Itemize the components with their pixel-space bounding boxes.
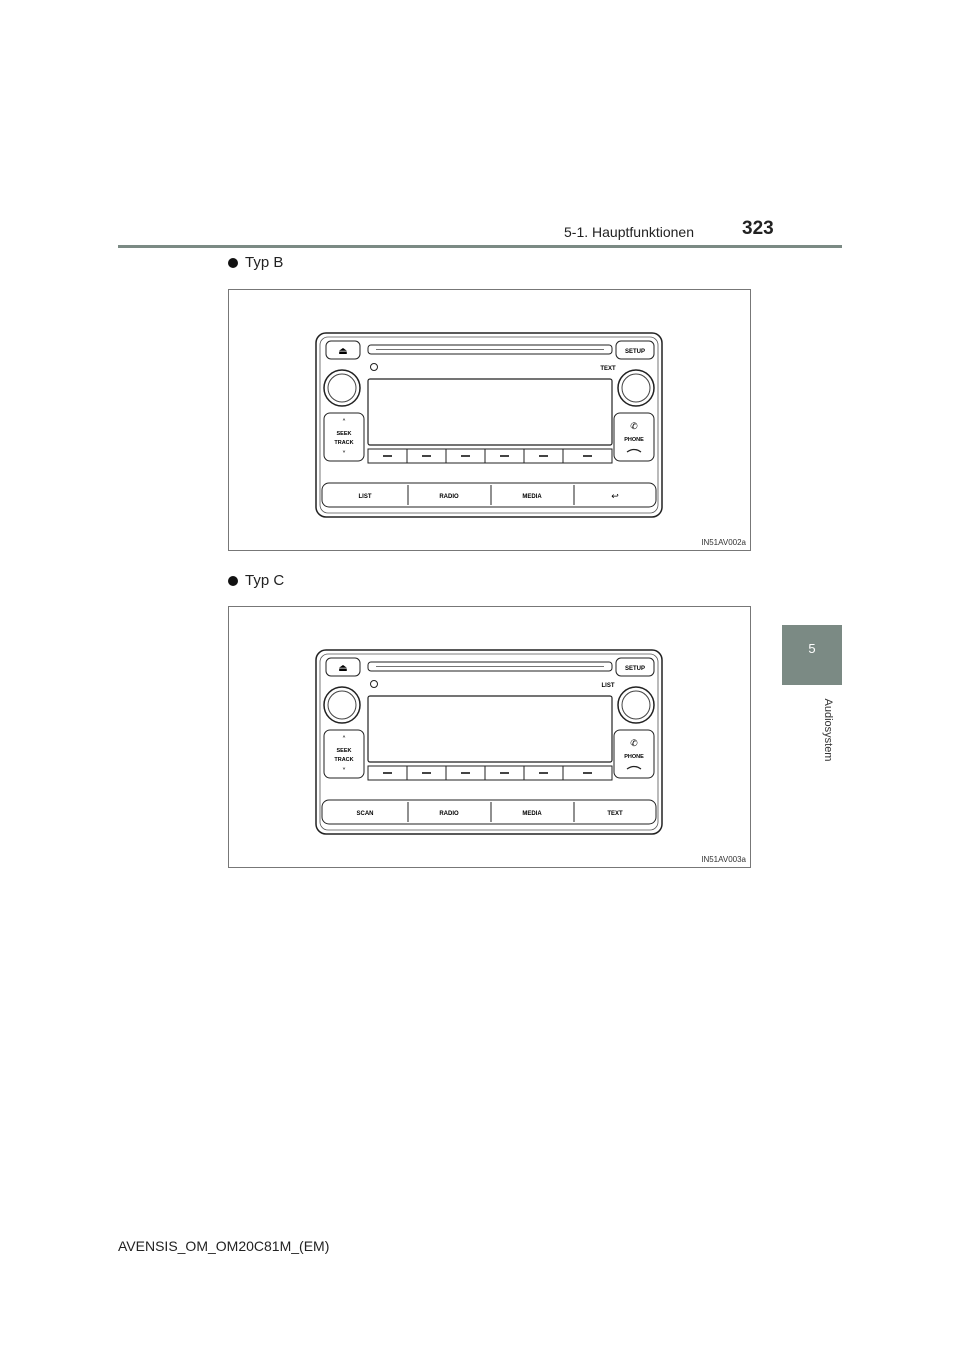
right-top-label: TEXT: [600, 366, 616, 372]
phone-label: PHONE: [624, 754, 644, 760]
preset-buttons: [368, 766, 612, 780]
right-knob: [618, 370, 654, 406]
setup-label: SETUP: [624, 666, 646, 672]
svg-text:⏏: ⏏: [338, 346, 348, 357]
display: [368, 379, 612, 445]
document-id: AVENSIS_OM_OM20C81M_(EM): [118, 1238, 330, 1254]
bottom-label-3: MEDIA: [522, 494, 542, 500]
figure-code: IN51AV003a: [701, 855, 746, 864]
seek-label: SEEK: [336, 431, 352, 437]
svg-text:˄: ˄: [342, 418, 346, 427]
power-icon: [371, 364, 378, 371]
bottom-label-1: SCAN: [356, 811, 374, 817]
bottom-label-1: LIST: [358, 494, 372, 500]
svg-text:⏏: ⏏: [338, 663, 348, 674]
bullet-dot-icon: [228, 258, 238, 268]
bottom-label-4: TEXT: [607, 811, 623, 817]
figure-typ-b: [228, 289, 751, 551]
svg-text:˅: ˅: [342, 450, 346, 459]
figure-code: IN51AV002a: [701, 538, 746, 547]
preset-buttons: [368, 449, 612, 463]
radio-diagram: [229, 607, 750, 867]
figure-typ-c: [228, 606, 751, 868]
chapter-label: Audiosystem: [822, 698, 834, 762]
bottom-button-bar: [322, 483, 656, 507]
display: [368, 696, 612, 762]
chapter-tab: 5: [782, 625, 842, 685]
phone-label: PHONE: [624, 437, 644, 443]
bottom-label-2: RADIO: [439, 494, 459, 500]
left-knob: [324, 687, 360, 723]
section-title: 5-1. Hauptfunktionen: [564, 224, 694, 240]
track-label: TRACK: [334, 440, 354, 446]
svg-text:˅: ˅: [342, 767, 346, 776]
svg-text:✆: ✆: [630, 422, 638, 432]
bullet-label: Typ C: [245, 572, 285, 589]
header-rule: [118, 245, 842, 248]
power-icon: [371, 681, 378, 688]
seek-label: SEEK: [336, 748, 352, 754]
bullet-typ-c: [228, 572, 284, 589]
track-label: TRACK: [334, 757, 354, 763]
bottom-label-3: MEDIA: [522, 811, 542, 817]
right-knob: [618, 687, 654, 723]
setup-label: SETUP: [624, 349, 646, 355]
svg-text:✆: ✆: [630, 739, 638, 749]
chapter-label-wrap: [782, 690, 834, 770]
svg-text:˄: ˄: [342, 735, 346, 744]
bullet-typ-b: [228, 254, 283, 271]
radio-diagram: [229, 290, 750, 550]
bullet-dot-icon: [228, 576, 238, 586]
back-arrow-icon: ↩: [611, 492, 619, 502]
left-knob: [324, 370, 360, 406]
right-top-label: LIST: [601, 683, 615, 689]
page-number: 323: [742, 218, 774, 239]
bottom-label-2: RADIO: [439, 811, 459, 817]
bullet-label: Typ B: [245, 254, 284, 271]
